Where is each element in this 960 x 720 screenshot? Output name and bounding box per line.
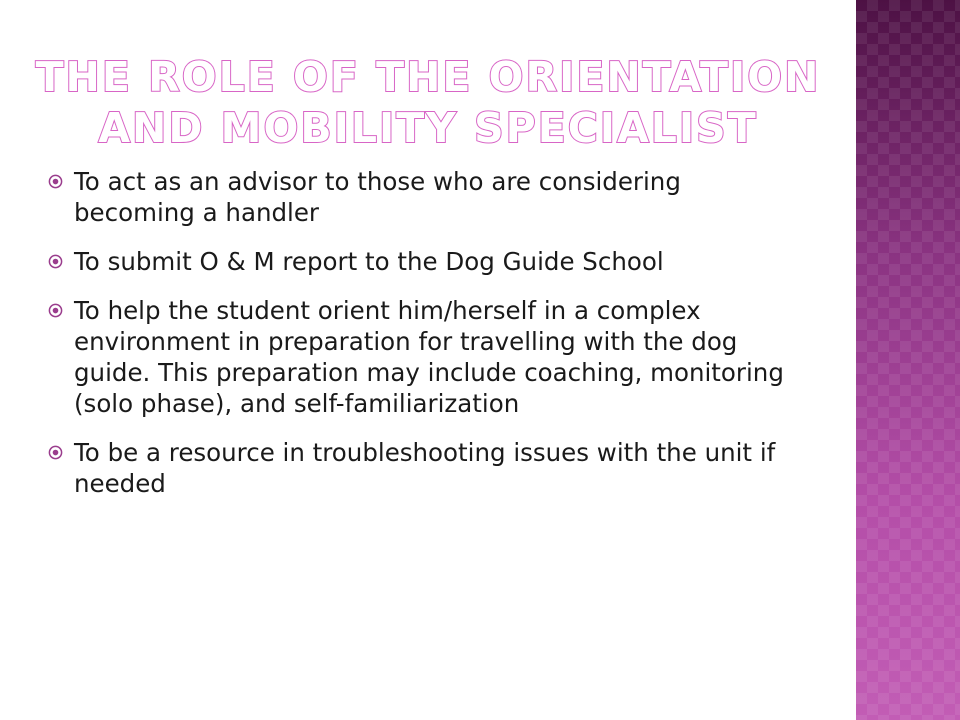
bullet-list — [48, 166, 808, 517]
circled-dot-bullet-icon — [48, 445, 63, 460]
bullet-text: To act as an advisor to those who are considering becoming a handler — [74, 167, 681, 227]
decorative-side-band — [856, 0, 960, 720]
bullet-item-resource — [48, 437, 808, 499]
circled-dot-bullet-icon — [48, 254, 63, 269]
bullet-text: To be a resource in troubleshooting issues with the unit if needed — [74, 438, 776, 498]
bullet-text: To help the student orient him/herself in a complex environment in preparation for travelling with the dog guide. This preparation may include coaching, monitoring (solo phase), and self-familiarization — [74, 296, 784, 418]
bullet-item-orient — [48, 295, 808, 419]
circled-dot-bullet-icon — [48, 303, 63, 318]
slide-title: THE ROLE OF THE ORIENTATION AND MOBILITY SPECIALIST — [35, 53, 821, 152]
bullet-item-report — [48, 246, 808, 277]
circled-dot-bullet-icon — [48, 174, 63, 189]
bullet-text: To submit O & M report to the Dog Guide School — [74, 247, 664, 276]
bullet-item-advisor — [48, 166, 808, 228]
